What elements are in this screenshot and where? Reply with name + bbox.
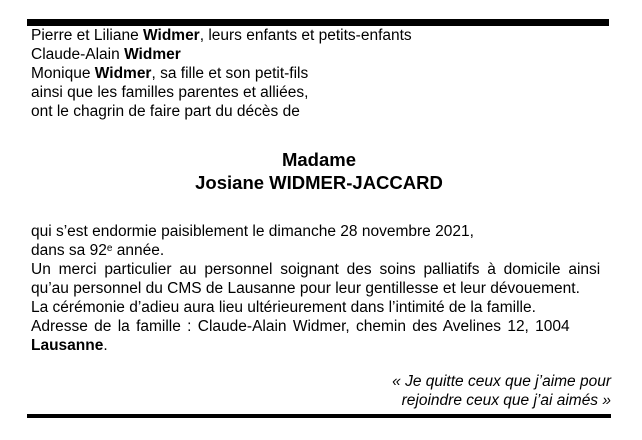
text-segment: .	[103, 337, 108, 354]
text-segment: Un merci particulier au personnel soignant des soins palliatifs à domicile ainsi	[31, 261, 601, 278]
text-segment: Pierre et Liliane	[31, 27, 144, 44]
text-segment: La cérémonie d’adieu aura lieu ultérieurement dans l’intimité de la famille.	[31, 299, 536, 316]
text-segment: , leurs enfants et petits-enfants	[199, 27, 412, 44]
deceased-name: Josiane WIDMER-JACCARD	[195, 172, 443, 193]
text-segment: qui s’est endormie paisiblement le dimanche 28 novembre 2021,	[31, 223, 474, 240]
text-line	[31, 102, 412, 121]
text-segment: année.	[112, 242, 165, 259]
emphasized-text: Widmer	[94, 65, 152, 82]
deceased-title: Madame	[281, 149, 357, 170]
emphasized-text: Widmer	[124, 46, 181, 63]
text-line	[31, 241, 612, 260]
text-segment: Adresse de la famille : Claude-Alain Widmer, chemin des Avelines 12, 1004	[31, 318, 570, 335]
emphasized-text: Widmer	[143, 27, 200, 44]
text-segment: dans sa 92	[31, 242, 107, 259]
text-segment: ainsi que les familles parentes et alliées,	[31, 84, 309, 101]
deceased-block	[27, 148, 611, 194]
text-line	[31, 336, 612, 355]
text-line	[31, 45, 412, 64]
text-line	[31, 222, 612, 241]
text-segment: e	[106, 243, 113, 254]
text-segment: qu’au personnel du CMS de Lausanne pour leur gentillesse et leur dévouement.	[31, 280, 580, 297]
text-line	[31, 26, 412, 45]
text-segment: , sa fille et son petit-fils	[151, 65, 309, 82]
text-segment: « Je quitte ceux que j’aime pour	[392, 373, 611, 390]
text-line	[31, 298, 612, 317]
text-segment: Claude-Alain	[31, 46, 125, 63]
announcement-body	[31, 222, 612, 355]
top-rule	[27, 19, 609, 26]
text-line	[31, 64, 412, 83]
memorial-quote	[392, 372, 611, 410]
text-segment: Monique	[31, 65, 95, 82]
emphasized-text: Lausanne	[31, 337, 104, 354]
text-line	[31, 83, 412, 102]
bottom-rule	[27, 414, 611, 418]
text-line	[392, 391, 611, 410]
text-line	[392, 372, 611, 391]
text-segment: rejoindre ceux que j’ai aimés »	[401, 392, 611, 409]
text-line	[31, 317, 612, 336]
text-line	[31, 260, 612, 279]
text-segment: ont le chagrin de faire part du décès de	[31, 103, 300, 120]
text-line	[31, 279, 612, 298]
family-intro-block	[31, 26, 412, 121]
